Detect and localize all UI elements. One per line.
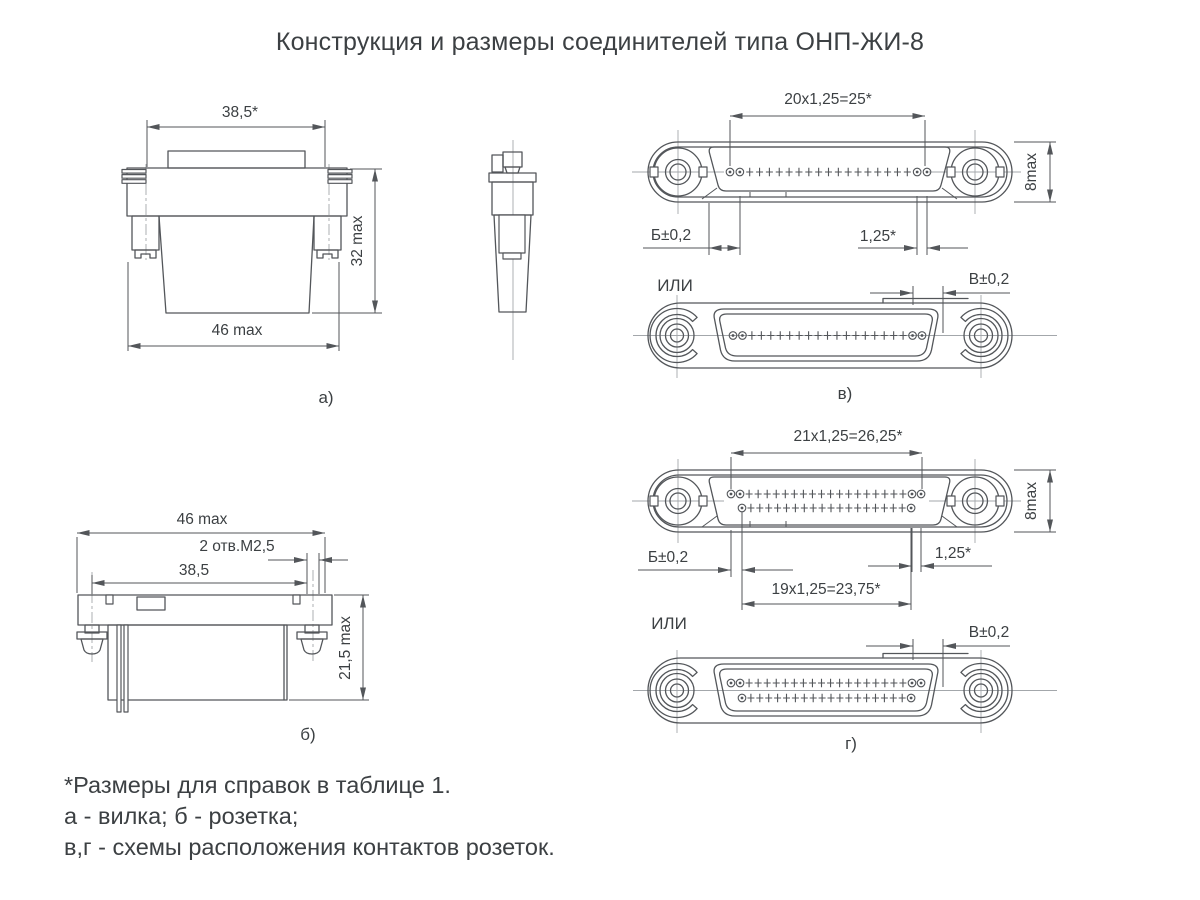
dim-v-v2-text: В±0,2 <box>968 271 1010 288</box>
contact-row-g1-bottom <box>738 504 915 513</box>
cable-clamp-left <box>132 216 159 258</box>
g2-contact-area-inner <box>720 669 933 711</box>
side-hood-inner-tab <box>503 253 521 259</box>
dim-46-max-plug <box>128 262 339 351</box>
dim-20x125 <box>730 91 925 166</box>
view-g1-contact-face <box>632 428 1056 610</box>
dim-32-max-text: 32 max <box>349 215 366 267</box>
latch-ridges-left <box>122 170 146 184</box>
dim-pitch-v1-text: 1,25* <box>859 228 897 245</box>
dim-38-5-socket <box>92 562 307 594</box>
latch-ridges-right <box>328 170 352 184</box>
g2-key-step <box>883 654 968 659</box>
view-plug-side <box>489 140 536 360</box>
view-v2-contact-face <box>633 271 1057 403</box>
dim-pitch-g1 <box>868 528 992 572</box>
view-v1-contact-face <box>632 91 1056 255</box>
socket-pin <box>117 625 121 712</box>
view-a-label: а) <box>318 388 334 407</box>
contact-row-v1 <box>726 168 931 177</box>
plug-cap <box>168 151 305 168</box>
socket-plate-opening <box>137 597 165 610</box>
contact-row-g2-bottom <box>738 694 915 703</box>
dim-19x125-text: 19х1,25=23,75* <box>771 581 881 598</box>
dim-21-5-max <box>289 595 369 700</box>
view-g2-contact-face <box>633 614 1057 753</box>
socket-screw-right <box>297 625 327 654</box>
view-plug-front <box>122 104 382 407</box>
or-label-g: ИЛИ <box>651 614 687 633</box>
contact-row-g2-top <box>727 679 925 688</box>
dim-v-g2-text: В±0,2 <box>968 624 1010 641</box>
dim-v-g2 <box>866 624 1010 687</box>
footer-notes <box>64 770 555 863</box>
dim-38-5-socket-text: 38,5 <box>178 562 210 579</box>
side-screw-head <box>503 152 522 167</box>
side-body <box>492 182 533 215</box>
v1-contact-area <box>709 147 950 191</box>
dim-b-v1 <box>643 196 740 255</box>
dim-8max-g1-text: 8max <box>1023 482 1040 520</box>
dim-pitch-g1-text: 1,25* <box>934 545 972 562</box>
dim-21x125 <box>731 428 922 489</box>
footer-note-1: *Размеры для справок в таблице 1. <box>64 772 451 798</box>
g1-contact-area <box>709 477 950 525</box>
contact-row-v2 <box>729 331 926 340</box>
view-g-label: г) <box>845 734 857 753</box>
dim-8max-v1-text: 8max <box>1023 153 1040 191</box>
view-b-label: б) <box>300 725 316 744</box>
or-label-v: ИЛИ <box>657 276 693 295</box>
socket-block <box>108 625 287 700</box>
side-hood-inner <box>499 215 525 253</box>
dim-46-max-text: 46 max <box>211 322 263 339</box>
dim-v-v2 <box>870 271 1010 333</box>
dim-pitch-v1 <box>858 196 968 255</box>
dim-21x125-text: 21х1,25=26,25* <box>793 428 903 445</box>
dim-b-g1-text: Б±0,2 <box>647 549 689 566</box>
dim-20x125-text: 20х1,25=25* <box>784 91 872 108</box>
dim-38-5-text: 38,5* <box>221 104 259 121</box>
dim-holes-m25 <box>199 538 348 594</box>
view-socket-side <box>77 511 369 744</box>
side-latch-tab <box>492 155 503 172</box>
plug-hood <box>159 216 314 313</box>
socket-screw-left <box>77 625 107 654</box>
dim-21-5-max-text: 21,5 max <box>337 616 354 680</box>
dim-holes-m25-text: 2 отв.М2,5 <box>199 538 275 555</box>
dim-46-max-socket-text: 46 max <box>176 511 228 528</box>
sheet-title: Конструкция и размеры соединителей типа ОНП-ЖИ-8 <box>275 28 925 56</box>
dim-19x125 <box>742 528 911 610</box>
side-flange <box>489 173 536 182</box>
socket-pin <box>124 625 128 712</box>
side-screw-collar <box>505 167 520 173</box>
contact-row-g1-top <box>727 490 925 499</box>
v2-key-step <box>883 299 968 304</box>
view-v-label: в) <box>837 384 853 403</box>
dim-b-v1-text: Б±0,2 <box>650 227 692 244</box>
cable-clamp-right <box>314 216 341 258</box>
footer-note-2: а - вилка; б - розетка; <box>64 803 299 829</box>
g2-contact-area-outer <box>714 664 938 716</box>
footer-note-3: в,г - схемы расположения контактов розеток. <box>64 834 555 860</box>
plug-body <box>127 168 347 216</box>
dim-38-5 <box>147 104 325 167</box>
